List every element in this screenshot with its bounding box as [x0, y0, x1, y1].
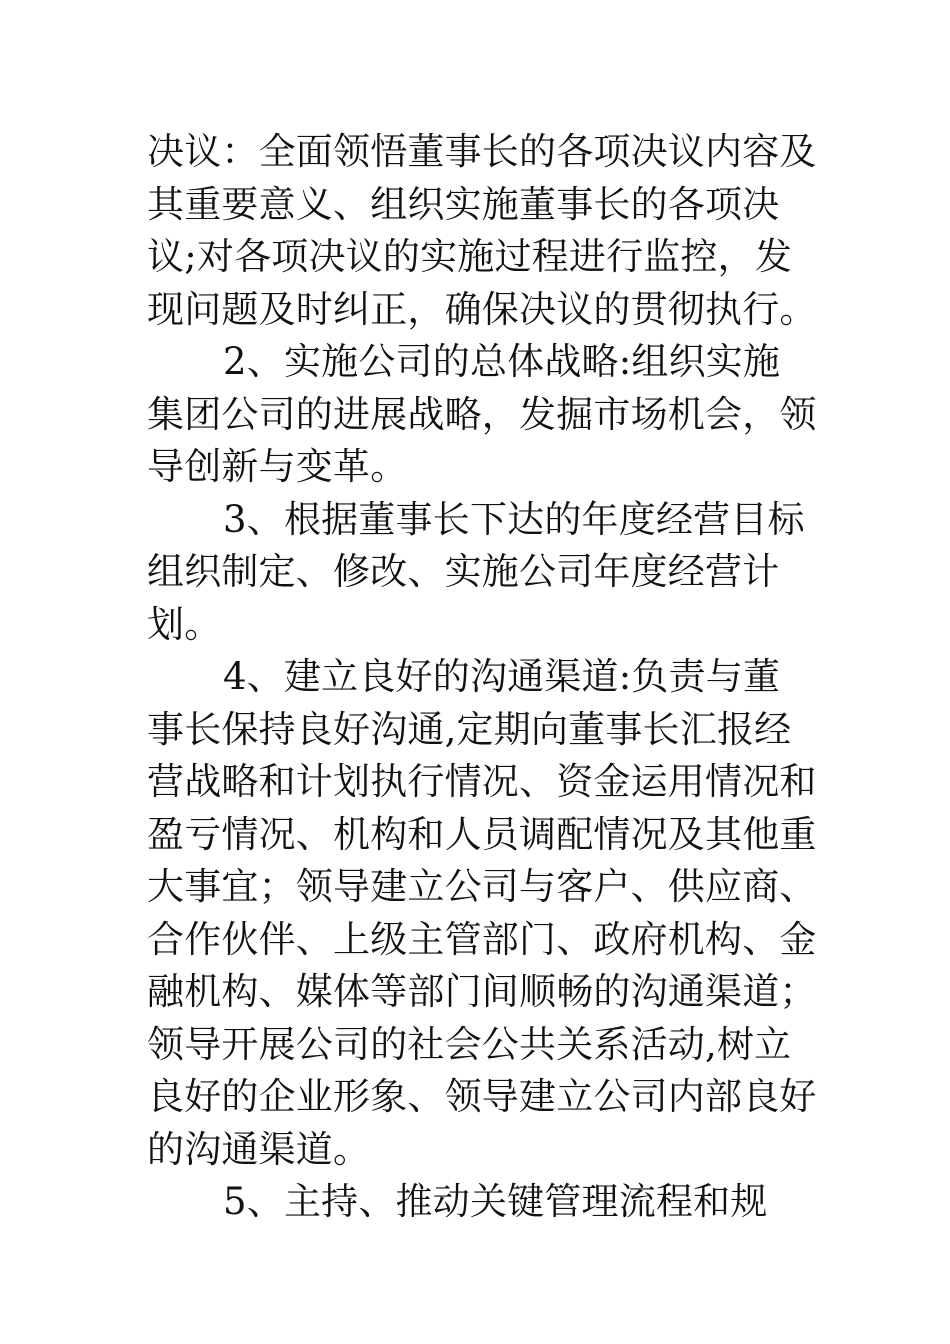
paragraph-item-2: 2、实施公司的总体战略:组织实施集团公司的进展战略，发掘市场机会，领导创新与变革。	[147, 340, 817, 488]
paragraph-item-3: 3、根据董事长下达的年度经营目标组织制定、修改、实施公司年度经营计划。	[147, 497, 805, 646]
paragraph-resolutions-continued: 决议：全面领悟董事长的各项决议内容及其重要意义、组织实施董事长的各项决议;对各项决议的实施过程进行监控，发现问题及时纠正，确保决议的贯彻执行。	[147, 130, 817, 331]
document-body	[147, 126, 817, 1229]
paragraph-item-5: 5、主持、推动关键管理流程和规	[223, 1180, 768, 1223]
paragraph-item-4: 4、建立良好的沟通渠道:负责与董事长保持良好沟通,定期向董事长汇报经营战略和计划执行情况、资金运用情况和盈亏情况、机构和人员调配情况及其他重大事宜；领导建立公司与客户、供应商、合作伙伴、上级主管部门、政府机构、金融机构、媒体等部门间顺畅的沟通渠道；领导开展公司的社会公共关系活动,树立良好的企业形象、领导建立公司内部良好的沟通渠道。	[147, 655, 817, 1171]
